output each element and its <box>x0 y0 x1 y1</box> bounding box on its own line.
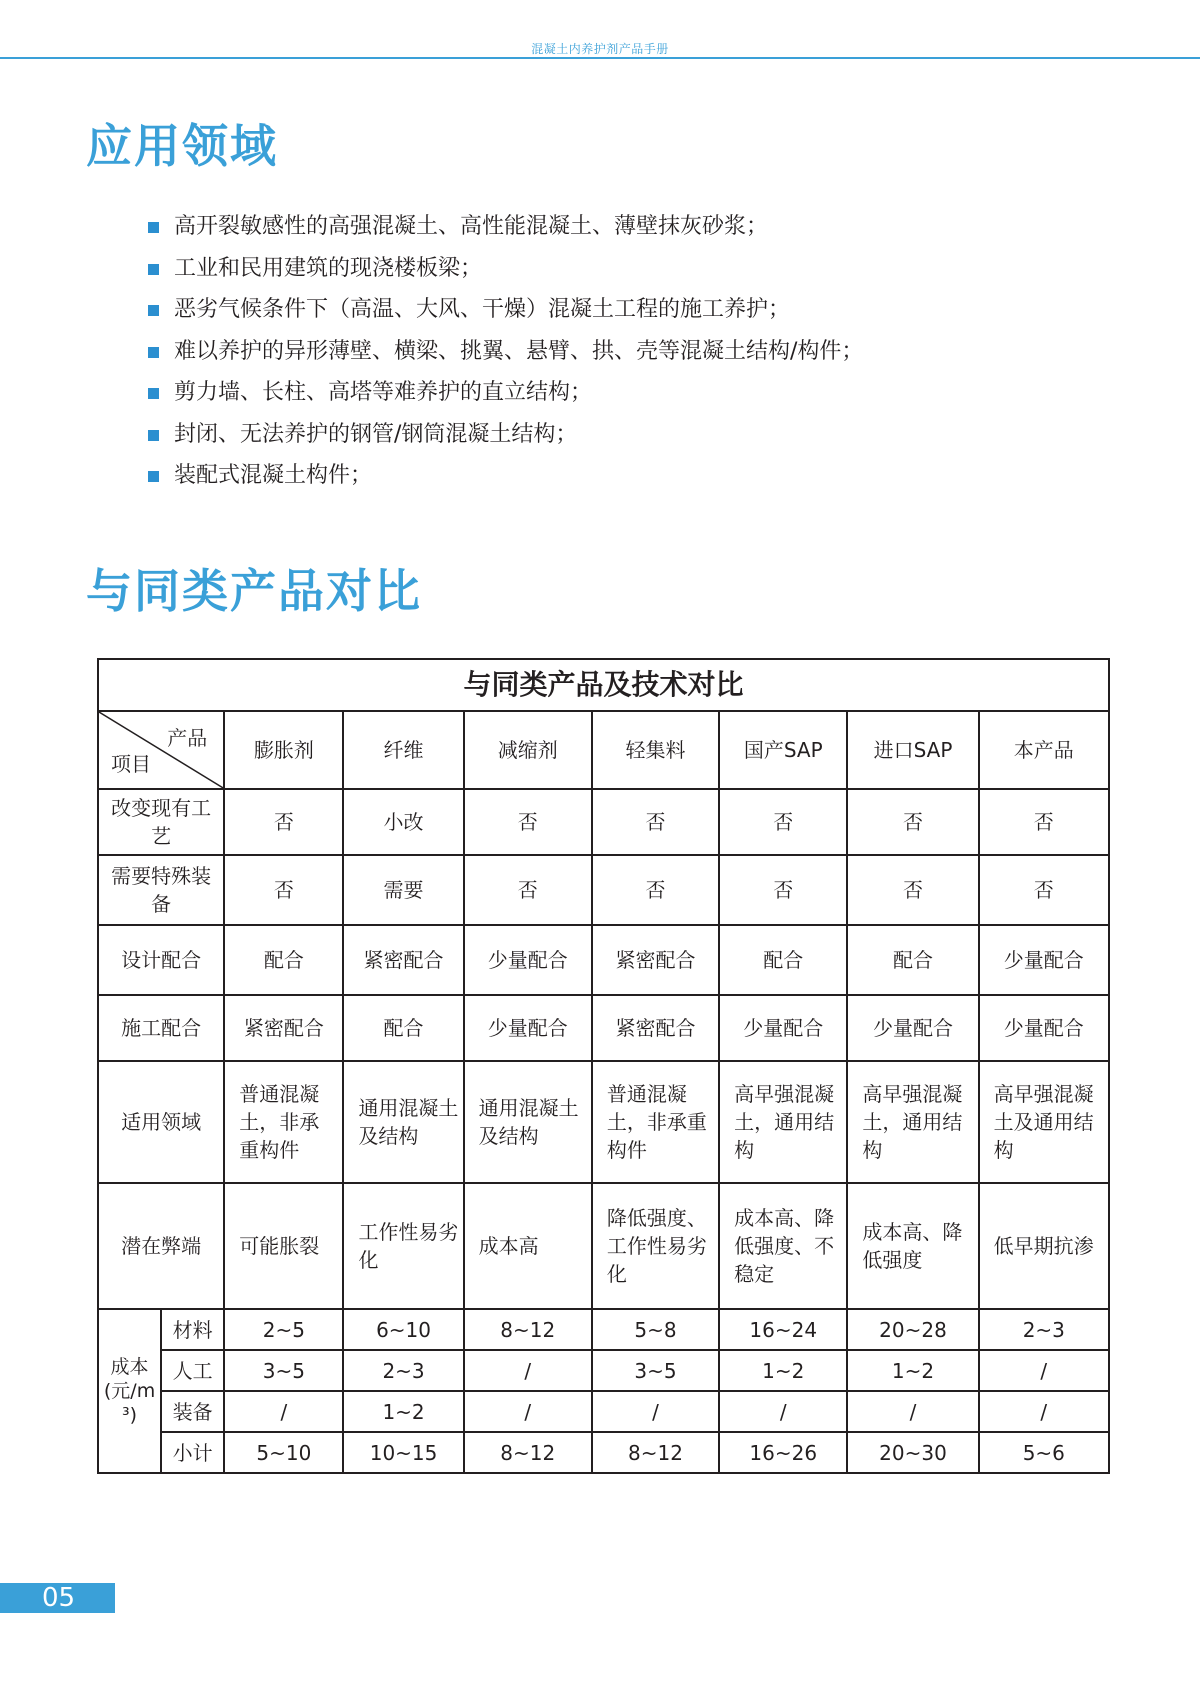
table-cell: 少量配合 <box>464 995 592 1061</box>
table-cell: 少量配合 <box>719 995 847 1061</box>
table-cell: 紧密配合 <box>592 925 719 995</box>
cost-cell: 2~3 <box>343 1350 463 1391</box>
cost-cell: / <box>464 1391 592 1432</box>
list-item <box>148 212 863 254</box>
cost-cell: 8~12 <box>464 1432 592 1473</box>
cost-cell: 3~5 <box>224 1350 343 1391</box>
table-cell: 紧密配合 <box>592 995 719 1061</box>
table-cell: 否 <box>847 855 978 925</box>
table-cell: 小改 <box>343 789 463 855</box>
cost-row-label: 材料 <box>161 1309 224 1350</box>
table-cell: 紧密配合 <box>343 925 463 995</box>
table-cell: 普通混凝土，非承重构件 <box>592 1061 719 1183</box>
cost-row-label: 小计 <box>161 1432 224 1473</box>
list-item <box>148 295 863 337</box>
cost-cell: / <box>847 1391 978 1432</box>
table-cell: 否 <box>224 789 343 855</box>
cost-cell: 2~3 <box>979 1309 1109 1350</box>
table-row <box>98 995 1109 1061</box>
application-list <box>148 212 863 503</box>
table-cell: 需要 <box>343 855 463 925</box>
cost-cell: 5~10 <box>224 1432 343 1473</box>
table-cell: 否 <box>979 789 1109 855</box>
table-cell: 否 <box>224 855 343 925</box>
corner-item-label: 项目 <box>111 752 151 776</box>
cost-row-label: 装备 <box>161 1391 224 1432</box>
table-header-row <box>98 711 1109 789</box>
list-item <box>148 378 863 420</box>
row-label-cell: 需要特殊装备 <box>98 855 224 925</box>
list-item <box>148 254 863 296</box>
cost-row <box>98 1309 1109 1350</box>
cost-row <box>98 1432 1109 1473</box>
cost-cell: 10~15 <box>343 1432 463 1473</box>
table-caption: 与同类产品及技术对比 <box>98 659 1109 711</box>
table-row <box>98 1183 1109 1309</box>
cost-cell: 1~2 <box>343 1391 463 1432</box>
table-cell: 否 <box>464 789 592 855</box>
table-cell: 可能胀裂 <box>224 1183 343 1309</box>
cost-cell: 16~24 <box>719 1309 847 1350</box>
cost-row-label: 人工 <box>161 1350 224 1391</box>
table-cell: 否 <box>847 789 978 855</box>
table-row <box>98 925 1109 995</box>
cost-cell: 1~2 <box>719 1350 847 1391</box>
cost-cell: 16~26 <box>719 1432 847 1473</box>
cost-cell: 2~5 <box>224 1309 343 1350</box>
row-label-cell: 设计配合 <box>98 925 224 995</box>
cost-cell: / <box>979 1391 1109 1432</box>
product-header-cell: 纤维 <box>343 711 463 789</box>
table-cell: 高早强混凝土及通用结构 <box>979 1061 1109 1183</box>
table-cell: 通用混凝土及结构 <box>464 1061 592 1183</box>
table-cell: 配合 <box>224 925 343 995</box>
table-cell: 否 <box>979 855 1109 925</box>
table-cell: 少量配合 <box>979 925 1109 995</box>
section-title-application: 应用领域 <box>86 119 278 173</box>
table-cell: 工作性易劣化 <box>343 1183 463 1309</box>
cost-cell: 6~10 <box>343 1309 463 1350</box>
cost-cell: 8~12 <box>464 1309 592 1350</box>
square-bullet-icon <box>148 430 159 441</box>
cost-cell: 20~28 <box>847 1309 978 1350</box>
row-label-cell: 适用领域 <box>98 1061 224 1183</box>
table-cell: 降低强度、工作性易劣化 <box>592 1183 719 1309</box>
table-cell: 成本高、降低强度、不稳定 <box>719 1183 847 1309</box>
product-header-cell: 轻集料 <box>592 711 719 789</box>
list-item <box>148 420 863 462</box>
product-header-cell: 减缩剂 <box>464 711 592 789</box>
cost-row <box>98 1391 1109 1432</box>
table-row <box>98 855 1109 925</box>
list-item-text: 工业和民用建筑的现浇楼板梁； <box>174 255 483 281</box>
table-cell: 低早期抗渗 <box>979 1183 1109 1309</box>
section-title-comparison: 与同类产品对比 <box>86 564 422 618</box>
table-cell: 高早强混凝土，通用结构 <box>719 1061 847 1183</box>
cost-cell: / <box>719 1391 847 1432</box>
table-cell: 高早强混凝土，通用结构 <box>847 1061 978 1183</box>
cost-cell: 5~6 <box>979 1432 1109 1473</box>
cost-cell: 5~8 <box>592 1309 719 1350</box>
cost-cell: 3~5 <box>592 1350 719 1391</box>
table-cell: 成本高 <box>464 1183 592 1309</box>
cost-cell: / <box>224 1391 343 1432</box>
list-item-text: 恶劣气候条件下（高温、大风、干燥）混凝土工程的施工养护； <box>174 297 791 322</box>
table-cell: 少量配合 <box>979 995 1109 1061</box>
page-number: 05 <box>0 1583 115 1613</box>
table-cell: 普通混凝土，非承重构件 <box>224 1061 343 1183</box>
list-item-text: 剪力墙、长柱、高塔等难养护的直立结构； <box>174 380 593 405</box>
comparison-table <box>97 658 1110 1474</box>
square-bullet-icon <box>148 347 159 358</box>
table-cell: 配合 <box>719 925 847 995</box>
table-row <box>98 1061 1109 1183</box>
list-item-text: 封闭、无法养护的钢管/钢筒混凝土结构； <box>174 421 578 447</box>
corner-header-cell <box>98 711 224 789</box>
table-cell: 否 <box>719 789 847 855</box>
cost-group-label: 成本(元/m³) <box>98 1309 161 1473</box>
table-cell: 成本高、降低强度 <box>847 1183 978 1309</box>
square-bullet-icon <box>148 305 159 316</box>
table-cell: 配合 <box>847 925 978 995</box>
product-header-cell: 国产SAP <box>719 711 847 789</box>
row-label-cell: 改变现有工艺 <box>98 789 224 855</box>
table-cell: 少量配合 <box>847 995 978 1061</box>
table-cell: 少量配合 <box>464 925 592 995</box>
product-header-cell: 本产品 <box>979 711 1109 789</box>
cost-row <box>98 1350 1109 1391</box>
table-cell: 通用混凝土及结构 <box>343 1061 463 1183</box>
cost-cell: 20~30 <box>847 1432 978 1473</box>
cost-cell: / <box>464 1350 592 1391</box>
header-divider <box>0 57 1200 59</box>
product-header-cell: 进口SAP <box>847 711 978 789</box>
square-bullet-icon <box>148 471 159 482</box>
table-cell: 否 <box>719 855 847 925</box>
row-label-cell: 潜在弊端 <box>98 1183 224 1309</box>
cost-cell: / <box>592 1391 719 1432</box>
list-item <box>148 461 863 503</box>
table-cell: 否 <box>592 855 719 925</box>
document-header-title: 混凝土内养护剂产品手册 <box>531 42 669 56</box>
cost-cell: / <box>979 1350 1109 1391</box>
product-header-cell: 膨胀剂 <box>224 711 343 789</box>
row-label-cell: 施工配合 <box>98 995 224 1061</box>
square-bullet-icon <box>148 388 159 399</box>
square-bullet-icon <box>148 264 159 275</box>
square-bullet-icon <box>148 222 159 233</box>
table-cell: 否 <box>592 789 719 855</box>
table-row <box>98 789 1109 855</box>
cost-cell: 8~12 <box>592 1432 719 1473</box>
cost-cell: 1~2 <box>847 1350 978 1391</box>
list-item-text: 装配式混凝土构件； <box>174 463 373 488</box>
table-cell: 配合 <box>343 995 463 1061</box>
list-item-text: 高开裂敏感性的高强混凝土、高性能混凝土、薄壁抹灰砂浆； <box>174 214 769 239</box>
table-cell: 紧密配合 <box>224 995 343 1061</box>
corner-product-label: 产品 <box>167 726 208 750</box>
table-cell: 否 <box>464 855 592 925</box>
list-item-text: 难以养护的异形薄壁、横梁、挑翼、悬臂、拱、壳等混凝土结构/构件； <box>174 338 864 364</box>
list-item <box>148 337 863 379</box>
